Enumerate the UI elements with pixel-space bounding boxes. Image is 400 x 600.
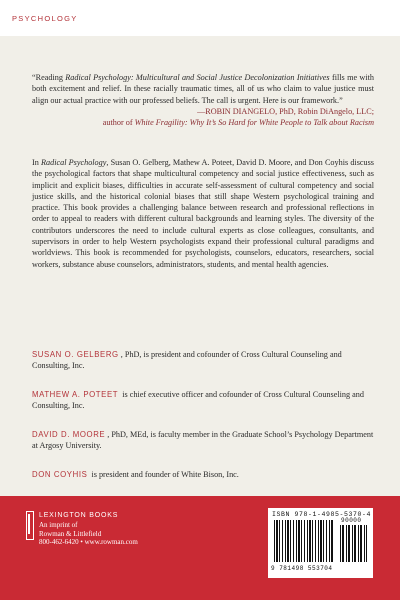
barcode-digits: 9 781498 553704 (271, 565, 333, 572)
top-bar (0, 0, 400, 36)
quote-book-title: Radical Psychology: Multicultural and Social Justice Decolonization Initiatives (65, 73, 330, 82)
addon-barcode-bars-icon (340, 525, 367, 562)
author-bio-moore: DAVID D. MOORE , PhD, MEd, is faculty member in the Graduate School’s Psychology Department at Argosy University. (32, 430, 374, 451)
author-name: DAVID D. MOORE (32, 430, 106, 439)
category-label: PSYCHOLOGY (12, 14, 78, 23)
quote-text: “Reading Radical Psychology: Multicultural and Social Justice Decolonization Initiatives fills me with both excitement and relief. In these racially traumatic times, all of us who claim to value justice must align our actual practice with our professed beliefs. The call is urgent. Here is our framework.” (32, 73, 374, 105)
isbn-label: ISBN 978-1-4985-5370-4 (272, 511, 372, 518)
quote-author-book: author of White Fragility: Why It’s So Hard for White People to Talk about Racism (102, 118, 374, 128)
book-description: In Radical Psychology, Susan O. Gelberg, Mathew A. Poteet, David D. Moore, and Don Coyhis discuss the psychological factors that shape multicultural competency and social justice effectiveness, such as implicit and explicit biases, difficulties in accurate self-assessment of cultural competency and social justice skills, and the historical colonial biases that still shape Western psychological training and practice. This book provides a challenging balance between research and professional reflections in order to appeal to readers with different cultural backgrounds and learning styles. The diversity of the contributors underscores the need to include cultural experts as close colleagues, consultants, and supervisors in order to help Western psychologists expand their professional cultural paradigms and worldviews. This book is recommended for psychologists, counselors, educators, researchers, social workers, substance abuse counselors, administrators, students, and mental health agencies. (32, 158, 374, 269)
publisher-name: LEXINGTON BOOKS (39, 512, 119, 519)
price-code: 90000 (341, 517, 362, 524)
publisher-imprint-line: An imprint of (39, 521, 78, 529)
publisher-info (39, 511, 179, 547)
author-bio-coyhis: DON COYHIS is president and founder of White Bison, Inc. (32, 470, 239, 479)
author-name: MATHEW A. POTEET (32, 390, 119, 399)
publisher-contact: 800-462-6420 • www.rowman.com (39, 538, 138, 546)
quote-author: —ROBIN DIANGELO, PhD, Robin DiAngelo, LLC; (197, 106, 374, 116)
author-bio-poteet: MATHEW A. POTEET is chief executive officer and cofounder of Cross Cultural Counseling and Consulting, Inc. (32, 390, 364, 411)
description-book-title: Radical Psychology (41, 158, 107, 167)
author-name: SUSAN O. GELBERG (32, 350, 119, 359)
author-bio-gelberg: SUSAN O. GELBERG , PhD, is president and cofounder of Cross Cultural Counseling and Consulting, Inc. (32, 350, 342, 371)
publisher-logo-icon (26, 511, 34, 540)
publisher-parent: Rowman & Littlefield (39, 529, 102, 538)
barcode-bars-icon (274, 520, 334, 562)
author-name: DON COYHIS (32, 470, 88, 479)
isbn-barcode (268, 508, 373, 578)
endorsement-quote (32, 72, 374, 128)
